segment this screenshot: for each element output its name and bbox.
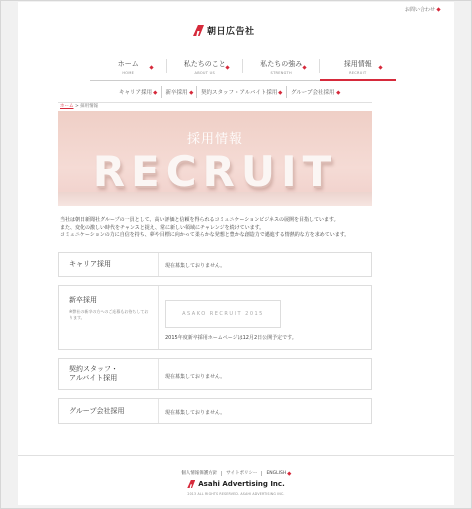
footer-divider [18,455,454,456]
breadcrumb-current: 採用情報 [80,104,99,109]
divider [58,102,372,103]
diamond-icon [288,471,292,475]
footer-link-site-policy[interactable]: サイトポリシー [222,471,262,476]
nav-item-home[interactable]: ホーム HOME [90,57,167,81]
diamond-icon [153,90,157,94]
diamond-icon [436,7,440,11]
intro-text: 当社は朝日新聞社グループの一員として、高い評価と信頼を得られるコミュニケーションビジネスの展開を目指しています。 また、変化の激しい時代をチャンスと捉え、常に新しい領域にチャレンジを続けています。 コミュニケーションの力に自信を持ち、夢や目標に向かって柔らかな発想と豊かな創造力で邁進する情熱的な方を求めています。 [60,217,350,238]
footer-link-privacy[interactable]: 個人情報保護方針 [177,471,222,476]
diamond-icon [279,90,283,94]
main-nav [90,57,396,81]
diamond-icon [336,90,340,94]
nav-item-strength[interactable]: 私たちの強み STRENGTH [243,57,320,81]
sub-nav [115,86,377,98]
nav-item-about[interactable]: 私たちのこと ABOUT US [167,57,244,81]
section-title: グループ会社採用 [69,407,125,415]
section-title: 新卒採用 [69,296,97,304]
breadcrumb-home-link[interactable]: ホーム [60,104,74,109]
copyright: 2013 ALL RIGHTS RESERVED. ASAHI ADVERTISING INC. [187,492,285,496]
section-status: 2015年度新卒採用ホームページは12月2日公開予定です。 [165,335,297,341]
logo-mark-icon [193,25,204,36]
section-status: 現在募集しておりません。 [165,410,226,416]
footer-link-english[interactable]: ENGLISH [262,471,294,476]
nav-item-recruit[interactable]: 採用情報 RECRUIT [320,57,397,81]
subnav-group[interactable]: グループ会社採用 [287,86,343,98]
logo-text: 朝日広告社 [207,27,255,37]
subnav-contract[interactable]: 契約スタッフ・アルバイト採用 [197,86,287,98]
logo-mark-icon [187,480,195,488]
breadcrumb: ホーム > 採用情報 [60,104,99,109]
hero-banner [58,111,372,206]
subnav-newgrad[interactable]: 新卒採用 [162,86,198,98]
section-newgrad [58,285,372,350]
section-title: 契約スタッフ・ アルバイト採用 [69,365,118,382]
recruit-2015-banner[interactable]: ASAKO RECRUIT 2015 [165,300,281,328]
section-title: キャリア採用 [69,260,111,268]
section-status: 現在募集しておりません。 [165,263,226,269]
section-note: ※弊社の新卒の方へのご応募もお待ちしております。 [69,309,149,320]
diamond-icon [189,90,193,94]
section-career [58,252,372,277]
contact-link[interactable]: お問い合わせ [405,6,440,13]
page [18,2,454,505]
section-contract [58,358,372,390]
hero-recruit-word: RECRUIT [92,147,338,196]
footer-logo[interactable]: Asahi Advertising Inc. [0,480,472,488]
hero-title: 採用情報 [186,132,243,147]
section-group [58,398,372,424]
subnav-career[interactable]: キャリア採用 [115,86,162,98]
site-logo[interactable] [193,24,255,37]
footer-links [0,470,472,476]
section-status: 現在募集しておりません。 [165,374,226,380]
